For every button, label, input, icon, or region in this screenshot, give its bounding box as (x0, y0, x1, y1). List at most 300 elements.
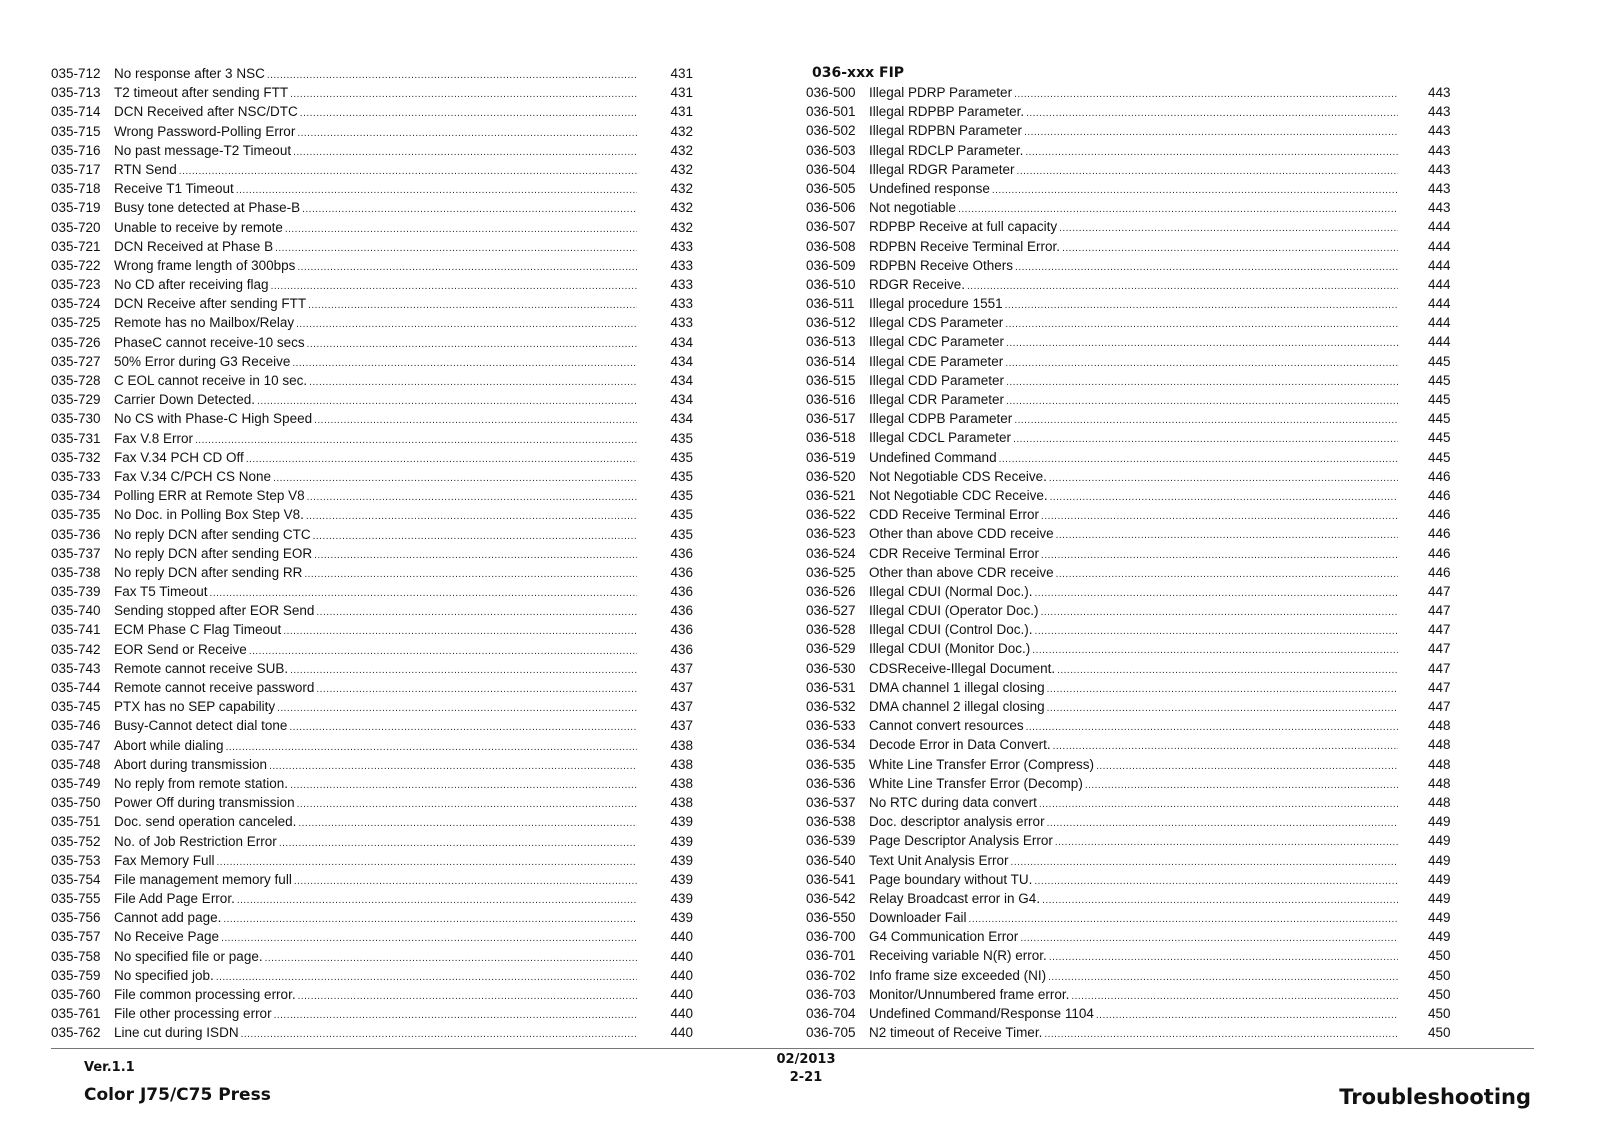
toc-entry (806, 812, 1454, 831)
toc-entry (806, 735, 1454, 754)
footer-version: Ver.1.1 (84, 1060, 135, 1075)
toc-entry (51, 333, 693, 352)
dot-leader (1032, 641, 1398, 660)
page-number: 450 (1428, 967, 1451, 983)
dot-leader (999, 450, 1398, 469)
entry-title: Cannot add page. (114, 910, 222, 926)
error-code: 035-739 (51, 584, 101, 600)
dot-leader (1042, 891, 1398, 910)
page-number: 439 (670, 852, 693, 868)
page-number: 443 (1428, 200, 1451, 216)
toc-entry (51, 755, 693, 774)
toc-entry (51, 793, 693, 812)
toc-entry (806, 544, 1454, 563)
error-code: 035-741 (51, 622, 101, 638)
entry-title: No past message-T2 Timeout (114, 142, 292, 158)
page-number: 437 (670, 699, 693, 715)
dot-leader (249, 642, 637, 661)
error-code: 035-725 (51, 315, 101, 331)
entry-title: Monitor/Unnumbered frame error. (869, 986, 1070, 1002)
error-code: 035-744 (51, 680, 101, 695)
dot-leader (967, 277, 1398, 296)
entry-title: DMA channel 2 illegal closing (869, 699, 1045, 714)
dot-leader (1005, 354, 1398, 373)
page-number: 440 (670, 948, 693, 964)
error-code: 035-747 (51, 737, 101, 753)
entry-title: Sending stopped after EOR Send (114, 603, 315, 619)
dot-leader (294, 872, 637, 891)
entry-title: Illegal CDUI (Operator Doc.) (869, 603, 1039, 619)
page-number: 443 (1428, 180, 1451, 196)
dot-leader (267, 66, 637, 85)
entry-title: 50% Error during G3 Receive (114, 353, 291, 369)
entry-title: CDSReceive-Illegal Document. (869, 660, 1056, 676)
dot-leader (1057, 661, 1398, 680)
entry-title: No response after 3 NSC (114, 66, 265, 81)
error-code: 035-746 (51, 718, 101, 734)
error-code: 035-735 (51, 507, 101, 523)
error-code: 035-749 (51, 775, 101, 791)
error-code: 036-500 (806, 85, 856, 100)
entry-title: Illegal procedure 1551 (869, 296, 1003, 312)
entry-title: Illegal RDGR Parameter (869, 161, 1015, 177)
entry-title: Illegal CDC Parameter (869, 334, 1005, 350)
dot-leader (1096, 1006, 1398, 1025)
toc-entry (806, 428, 1454, 447)
error-code: 036-518 (806, 430, 856, 446)
dot-leader (275, 239, 637, 258)
toc-entry (806, 620, 1454, 639)
toc-entry (806, 985, 1454, 1004)
toc-entry (806, 448, 1454, 467)
entry-title: Illegal RDPBN Parameter (869, 123, 1023, 139)
toc-entry (51, 141, 693, 160)
error-code: 035-728 (51, 373, 101, 388)
page-number: 446 (1428, 564, 1451, 580)
error-code: 035-762 (51, 1025, 101, 1041)
entry-title: ECM Phase C Flag Timeout (114, 622, 282, 638)
page-number: 432 (670, 219, 693, 235)
error-code: 036-522 (806, 507, 856, 523)
error-code: 036-703 (806, 986, 856, 1002)
entry-title: No specified file or page. (114, 948, 263, 964)
page-number: 446 (1428, 487, 1451, 503)
toc-entry (51, 486, 693, 505)
entry-title: Undefined response (869, 180, 990, 196)
entry-title: Doc. send operation canceled. (114, 814, 297, 830)
page-number: 444 (1428, 219, 1451, 235)
dot-leader (241, 1025, 637, 1044)
page-number: 437 (670, 718, 693, 734)
toc-entry (806, 755, 1454, 774)
entry-title: Illegal PDRP Parameter (869, 85, 1013, 100)
entry-title: File Add Page Error. (114, 891, 235, 907)
toc-entry (806, 198, 1454, 217)
page-number: 436 (670, 641, 693, 657)
error-code: 036-507 (806, 219, 856, 235)
entry-title: PTX has no SEP capability (114, 699, 276, 715)
entry-title: Busy tone detected at Phase-B (114, 200, 301, 216)
entry-title: No. of Job Restriction Error (114, 833, 277, 849)
entry-title: Line cut during ISDN (114, 1025, 239, 1041)
dot-leader (1041, 603, 1398, 622)
toc-entry (806, 121, 1454, 140)
entry-title: No CD after receiving flag (114, 277, 269, 293)
page-number: 444 (1428, 334, 1451, 350)
dot-leader (221, 929, 637, 948)
entry-title: Receiving variable N(R) error. (869, 948, 1047, 964)
page-number: 439 (670, 891, 693, 907)
dot-leader (269, 757, 637, 776)
toc-entry (51, 640, 693, 659)
error-code: 036-513 (806, 334, 856, 350)
entry-title: Decode Error in Data Convert. (869, 737, 1051, 753)
error-code: 035-729 (51, 392, 101, 408)
toc-entry (51, 620, 693, 639)
error-code: 035-730 (51, 411, 101, 427)
page-number: 435 (670, 488, 693, 504)
dot-leader (1014, 85, 1398, 104)
dot-leader (297, 124, 637, 143)
entry-title: Remote cannot receive SUB. (114, 660, 289, 676)
error-code: 035-737 (51, 545, 101, 561)
entry-title: Receive T1 Timeout (114, 181, 234, 197)
page-number: 432 (670, 123, 693, 139)
toc-entry (806, 908, 1454, 927)
error-code: 035-723 (51, 277, 101, 293)
entry-title: EOR Send or Receive (114, 641, 247, 657)
dot-leader (271, 277, 637, 296)
toc-left-list (51, 64, 693, 1043)
toc-entry (51, 563, 693, 582)
dot-leader (1085, 776, 1398, 795)
entry-title: Polling ERR at Remote Step V8 (114, 488, 305, 504)
entry-title: Fax T5 Timeout (114, 584, 208, 600)
page-number: 431 (670, 104, 693, 120)
error-code: 036-539 (806, 833, 856, 849)
toc-entry (806, 352, 1454, 371)
entry-title: N2 timeout of Receive Timer. (869, 1025, 1043, 1041)
page-number: 434 (670, 334, 693, 350)
dot-leader (1024, 123, 1398, 142)
toc-entry (806, 524, 1454, 543)
dot-leader (297, 795, 637, 814)
dot-leader (290, 776, 637, 795)
error-code: 035-718 (51, 181, 101, 197)
toc-entry (806, 831, 1454, 850)
error-code: 036-528 (806, 622, 856, 638)
toc-entry (51, 64, 693, 83)
entry-title: File common processing error. (114, 987, 296, 1002)
page-number: 446 (1428, 526, 1451, 542)
dot-leader (1005, 296, 1398, 315)
toc-entry (51, 352, 693, 371)
error-code: 035-736 (51, 526, 101, 542)
toc-entry (51, 122, 693, 141)
entry-title: File management memory full (114, 871, 292, 887)
page-number: 436 (670, 564, 693, 580)
toc-left-column (51, 64, 693, 1043)
error-code: 036-512 (806, 315, 856, 331)
error-code: 035-720 (51, 219, 101, 235)
entry-title: No Doc. in Polling Box Step V8. (114, 507, 304, 523)
error-code: 036-537 (806, 794, 856, 810)
page-number: 439 (670, 833, 693, 849)
entry-title: Other than above CDD receive (869, 526, 1054, 542)
error-code: 036-504 (806, 161, 856, 177)
entry-title: No reply DCN after sending RR (114, 564, 303, 580)
toc-entry (51, 102, 693, 121)
page-number: 440 (670, 987, 693, 1002)
dot-leader (1053, 737, 1398, 756)
entry-title: Wrong frame length of 300bps (114, 257, 296, 273)
toc-entry (806, 889, 1454, 908)
dot-leader (1062, 239, 1398, 258)
error-code: 036-519 (806, 449, 856, 465)
page-number: 431 (670, 66, 693, 81)
page-number: 449 (1428, 910, 1451, 926)
page-number: 447 (1428, 660, 1451, 676)
toc-entry (806, 486, 1454, 505)
error-code: 036-542 (806, 890, 856, 906)
dot-leader (302, 200, 637, 219)
dot-leader (1047, 680, 1398, 699)
entry-title: Info frame size exceeded (NI) (869, 967, 1047, 983)
dot-leader (298, 987, 637, 1006)
entry-title: Illegal CDE Parameter (869, 353, 1004, 369)
dot-leader (1026, 718, 1398, 737)
toc-entry (806, 332, 1454, 351)
page-number: 445 (1428, 411, 1451, 427)
page-number: 433 (670, 257, 693, 273)
error-code: 035-752 (51, 833, 101, 849)
error-code: 036-525 (806, 564, 856, 580)
dot-leader (1050, 488, 1398, 507)
toc-entry (51, 429, 693, 448)
page-number: 436 (670, 584, 693, 600)
toc-entry (51, 697, 693, 716)
page-number: 438 (670, 756, 693, 772)
dot-leader (292, 354, 637, 373)
page-number: 446 (1428, 468, 1451, 484)
error-code: 036-501 (806, 104, 856, 120)
page-number: 439 (670, 871, 693, 887)
error-code: 036-704 (806, 1006, 856, 1021)
entry-title: Illegal CDD Parameter (869, 372, 1005, 388)
toc-entry (806, 313, 1454, 332)
page-number: 447 (1428, 583, 1451, 599)
dot-leader (1048, 968, 1398, 987)
error-code: 035-742 (51, 641, 101, 657)
error-code: 035-743 (51, 660, 101, 676)
toc-entry (806, 774, 1454, 793)
dot-leader (1017, 162, 1398, 181)
page-number: 449 (1428, 852, 1451, 868)
entry-title: Illegal CDR Parameter (869, 392, 1005, 407)
toc-entry (51, 582, 693, 601)
page-number: 440 (670, 1006, 693, 1022)
toc-entry (51, 1023, 693, 1042)
page-number: 435 (670, 526, 693, 542)
entry-title: Illegal RDCLP Parameter. (869, 142, 1024, 158)
dot-leader (297, 258, 637, 277)
page-number: 445 (1428, 353, 1451, 369)
toc-entry (806, 678, 1454, 697)
toc-entry (51, 1004, 693, 1023)
entry-title: Illegal CDUI (Monitor Doc.) (869, 641, 1031, 657)
entry-title: Cannot convert resources (869, 718, 1024, 734)
dot-leader (195, 431, 637, 450)
entry-title: Abort while dialing (114, 737, 224, 753)
toc-entry (51, 505, 693, 524)
page-number: 450 (1428, 986, 1451, 1002)
toc-entry (51, 409, 693, 428)
toc-entry (806, 179, 1454, 198)
page-number: 432 (670, 181, 693, 197)
dot-leader (1047, 699, 1398, 718)
dot-leader (1013, 430, 1398, 449)
entry-title: Wrong Password-Polling Error (114, 123, 296, 139)
entry-title: File other processing error (114, 1006, 272, 1022)
error-code: 036-517 (806, 411, 856, 427)
page-number: 449 (1428, 833, 1451, 849)
page-number: 444 (1428, 238, 1451, 254)
dot-leader (307, 335, 637, 354)
toc-entry (51, 966, 693, 985)
section-heading: 036-xxx FIP (812, 65, 905, 81)
toc-entry (51, 83, 693, 102)
toc-entry (806, 563, 1454, 582)
toc-entry (51, 851, 693, 870)
toc-entry (51, 448, 693, 467)
dot-leader (992, 181, 1398, 200)
error-code: 036-540 (806, 852, 856, 868)
entry-title: Unable to receive by remote (114, 219, 283, 235)
dot-leader (1041, 507, 1398, 526)
dot-leader (1059, 219, 1398, 238)
page-number: 438 (670, 737, 693, 753)
error-code: 036-508 (806, 238, 856, 254)
entry-title: No CS with Phase-C High Speed (114, 411, 313, 427)
toc-entry (51, 237, 693, 256)
page-number: 450 (1428, 1025, 1451, 1041)
entry-title: RDPBN Receive Others (869, 257, 1014, 273)
page-number: 435 (670, 430, 693, 446)
error-code: 035-714 (51, 104, 101, 120)
dot-leader (273, 469, 637, 488)
toc-right-column (806, 64, 1454, 1042)
dot-leader (969, 910, 1398, 929)
page-number: 433 (670, 277, 693, 293)
dot-leader (316, 680, 637, 699)
page-number: 448 (1428, 737, 1451, 753)
entry-title: Text Unit Analysis Error (869, 852, 1009, 868)
page-number: 438 (670, 775, 693, 791)
dot-leader (1014, 411, 1398, 430)
dot-leader (314, 411, 637, 430)
entry-title: Fax V.34 PCH CD Off (114, 449, 244, 465)
toc-entry (51, 544, 693, 563)
toc-entry (51, 832, 693, 851)
error-code: 036-533 (806, 718, 856, 734)
page-number: 443 (1428, 85, 1451, 100)
error-code: 035-721 (51, 238, 101, 254)
page-number: 449 (1428, 929, 1451, 945)
toc-entry (806, 870, 1454, 889)
entry-title: Illegal CDS Parameter (869, 315, 1004, 331)
entry-title: No reply from remote station. (114, 775, 289, 791)
page-number: 433 (670, 315, 693, 331)
page-number: 446 (1428, 507, 1451, 523)
page-number: 448 (1428, 775, 1451, 791)
toc-entry (806, 946, 1454, 965)
entry-title: Abort during transmission (114, 756, 268, 772)
page-number: 440 (670, 967, 693, 983)
error-code: 035-732 (51, 449, 101, 465)
entry-title: Remote has no Mailbox/Relay (114, 315, 295, 331)
error-code: 035-750 (51, 795, 101, 811)
dot-leader (1041, 546, 1398, 565)
page-number: 449 (1428, 890, 1451, 906)
error-code: 036-516 (806, 392, 856, 407)
page-number: 433 (670, 296, 693, 312)
dot-leader (226, 738, 637, 757)
dot-leader (298, 814, 637, 833)
entry-title: Fax V.34 C/PCH CS None (114, 468, 272, 484)
page-number: 443 (1428, 123, 1451, 139)
toc-entry (806, 697, 1454, 716)
dot-leader (1056, 526, 1398, 545)
entry-title: No reply DCN after sending EOR (114, 545, 313, 561)
error-code: 036-541 (806, 871, 856, 887)
dot-leader (290, 661, 637, 680)
page-number: 434 (670, 411, 693, 427)
dot-leader (290, 85, 637, 104)
page-number: 432 (670, 142, 693, 158)
dot-leader (304, 565, 637, 584)
page-number: 447 (1428, 641, 1451, 657)
error-code: 035-727 (51, 353, 101, 369)
toc-entry (806, 371, 1454, 390)
toc-entry (51, 736, 693, 755)
entry-title: Relay Broadcast error in G4. (869, 890, 1041, 906)
toc-entry (51, 908, 693, 927)
toc-entry (51, 294, 693, 313)
page-number: 439 (670, 910, 693, 926)
dot-leader (1056, 565, 1398, 584)
page-number: 436 (670, 603, 693, 619)
error-code: 036-550 (806, 910, 856, 926)
dot-leader (1096, 757, 1398, 776)
error-code: 035-760 (51, 987, 101, 1002)
dot-leader (265, 949, 637, 968)
entry-title: T2 timeout after sending FTT (114, 85, 289, 101)
entry-title: DCN Receive after sending FTT (114, 296, 307, 312)
page-number: 433 (670, 238, 693, 254)
error-code: 036-524 (806, 545, 856, 561)
dot-leader (277, 699, 637, 718)
toc-entry (51, 467, 693, 486)
toc-entry (806, 851, 1454, 870)
toc-entry (806, 927, 1454, 946)
entry-title: No specified job. (114, 967, 214, 983)
page-number: 435 (670, 468, 693, 484)
page-number: 440 (670, 1025, 693, 1041)
error-code: 036-526 (806, 583, 856, 599)
toc-entry (806, 659, 1454, 678)
page-number: 443 (1428, 104, 1451, 120)
error-code: 036-514 (806, 353, 856, 369)
